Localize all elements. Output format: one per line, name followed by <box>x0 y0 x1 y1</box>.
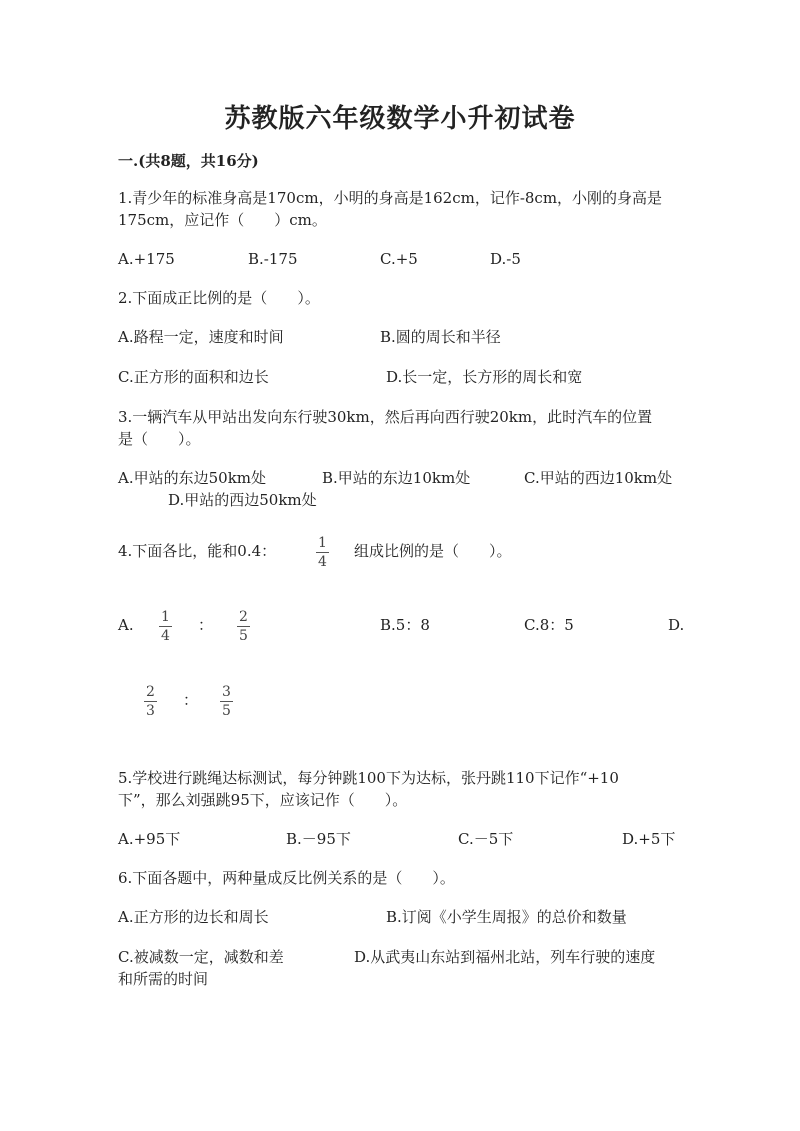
q5-option-c: C.－5下 <box>458 830 514 848</box>
q1-option-d: D.-5 <box>490 250 521 268</box>
q6-option-b: B.订阅《小学生周报》的总价和数量 <box>386 908 627 926</box>
q2-option-c: C.正方形的面积和边长 <box>118 368 269 386</box>
q4-fraction <box>316 535 329 570</box>
q2-option-b: B.圆的周长和半径 <box>380 328 501 346</box>
q3-option-c: C.甲站的西边10km处 <box>524 469 673 487</box>
q2-text: 2.下面成正比例的是（ ）。 <box>118 289 320 307</box>
q4-option-a-colon: ： <box>198 616 214 634</box>
q4-option-d-label: D. <box>668 616 685 634</box>
q2-option-d: D.长一定，长方形的周长和宽 <box>386 368 583 386</box>
q5-text-line1: 5.学校进行跳绳达标测试，每分钟跳100下为达标，张丹跳110下记作“+10 <box>118 769 619 787</box>
section-header: 一.(共8题，共16分) <box>118 152 259 170</box>
q1-option-c: C.+5 <box>380 250 418 268</box>
q4-fraction-numerator: 1 <box>318 535 327 551</box>
q3-text-line1: 3.一辆汽车从甲站出发向东行驶30km，然后再向西行驶20km，此时汽车的位置 <box>118 408 653 426</box>
q4-option-d-fraction2 <box>220 684 233 719</box>
q3-option-b: B.甲站的东边10km处 <box>322 469 471 487</box>
q2-option-a: A.路程一定，速度和时间 <box>118 328 284 346</box>
q5-option-d: D.+5下 <box>622 830 676 848</box>
q5-option-b: B.－95下 <box>286 830 351 848</box>
q3-option-d: D.甲站的西边50km处 <box>168 491 317 509</box>
q1-text-line2: 175cm，应记作（ ）cm。 <box>118 211 327 229</box>
q1-option-b: B.-175 <box>248 250 298 268</box>
fraction-denominator: 4 <box>161 628 170 644</box>
q4-option-d-fraction1 <box>144 684 157 719</box>
q6-text: 6.下面各题中，两种量成反比例关系的是（ ）。 <box>118 869 455 887</box>
q4-option-a-fraction2 <box>237 609 250 644</box>
q4-text-suffix: 组成比例的是（ ）。 <box>354 542 512 560</box>
fraction-denominator: 5 <box>222 703 231 719</box>
q4-option-a-fraction1 <box>159 609 172 644</box>
q5-text-line2: 下”，那么刘强跳95下，应该记作（ ）。 <box>118 791 408 809</box>
q3-text-line2: 是（ ）。 <box>118 430 201 448</box>
q6-option-c: C.被减数一定，减数和差 <box>118 948 284 966</box>
q4-option-d-colon: ： <box>183 691 199 709</box>
fraction-numerator: 2 <box>146 684 155 700</box>
page-title: 苏教版六年级数学小升初试卷 <box>224 104 576 134</box>
fraction-numerator: 1 <box>161 609 170 625</box>
q1-text-line1: 1.青少年的标准身高是170cm，小明的身高是162cm，记作-8cm，小刚的身高是 <box>118 189 663 207</box>
fraction-denominator: 5 <box>239 628 248 644</box>
q4-fraction-denominator: 4 <box>318 554 327 570</box>
q1-option-a: A.+175 <box>118 250 175 268</box>
q4-option-a-label: A. <box>118 616 134 634</box>
q6-option-d-line2: 和所需的时间 <box>118 970 209 988</box>
fraction-numerator: 3 <box>222 684 231 700</box>
fraction-numerator: 2 <box>239 609 248 625</box>
q3-option-a: A.甲站的东边50km处 <box>118 469 267 487</box>
q4-text-prefix: 4.下面各比，能和0.4： <box>118 542 277 560</box>
q5-option-a: A.+95下 <box>118 830 181 848</box>
q4-option-b: B.5：8 <box>380 616 430 634</box>
q4-option-c: C.8：5 <box>524 616 574 634</box>
fraction-denominator: 3 <box>146 703 155 719</box>
q6-option-a: A.正方形的边长和周长 <box>118 908 269 926</box>
q6-option-d-line1: D.从武夷山东站到福州北站，列车行驶的速度 <box>354 948 656 966</box>
